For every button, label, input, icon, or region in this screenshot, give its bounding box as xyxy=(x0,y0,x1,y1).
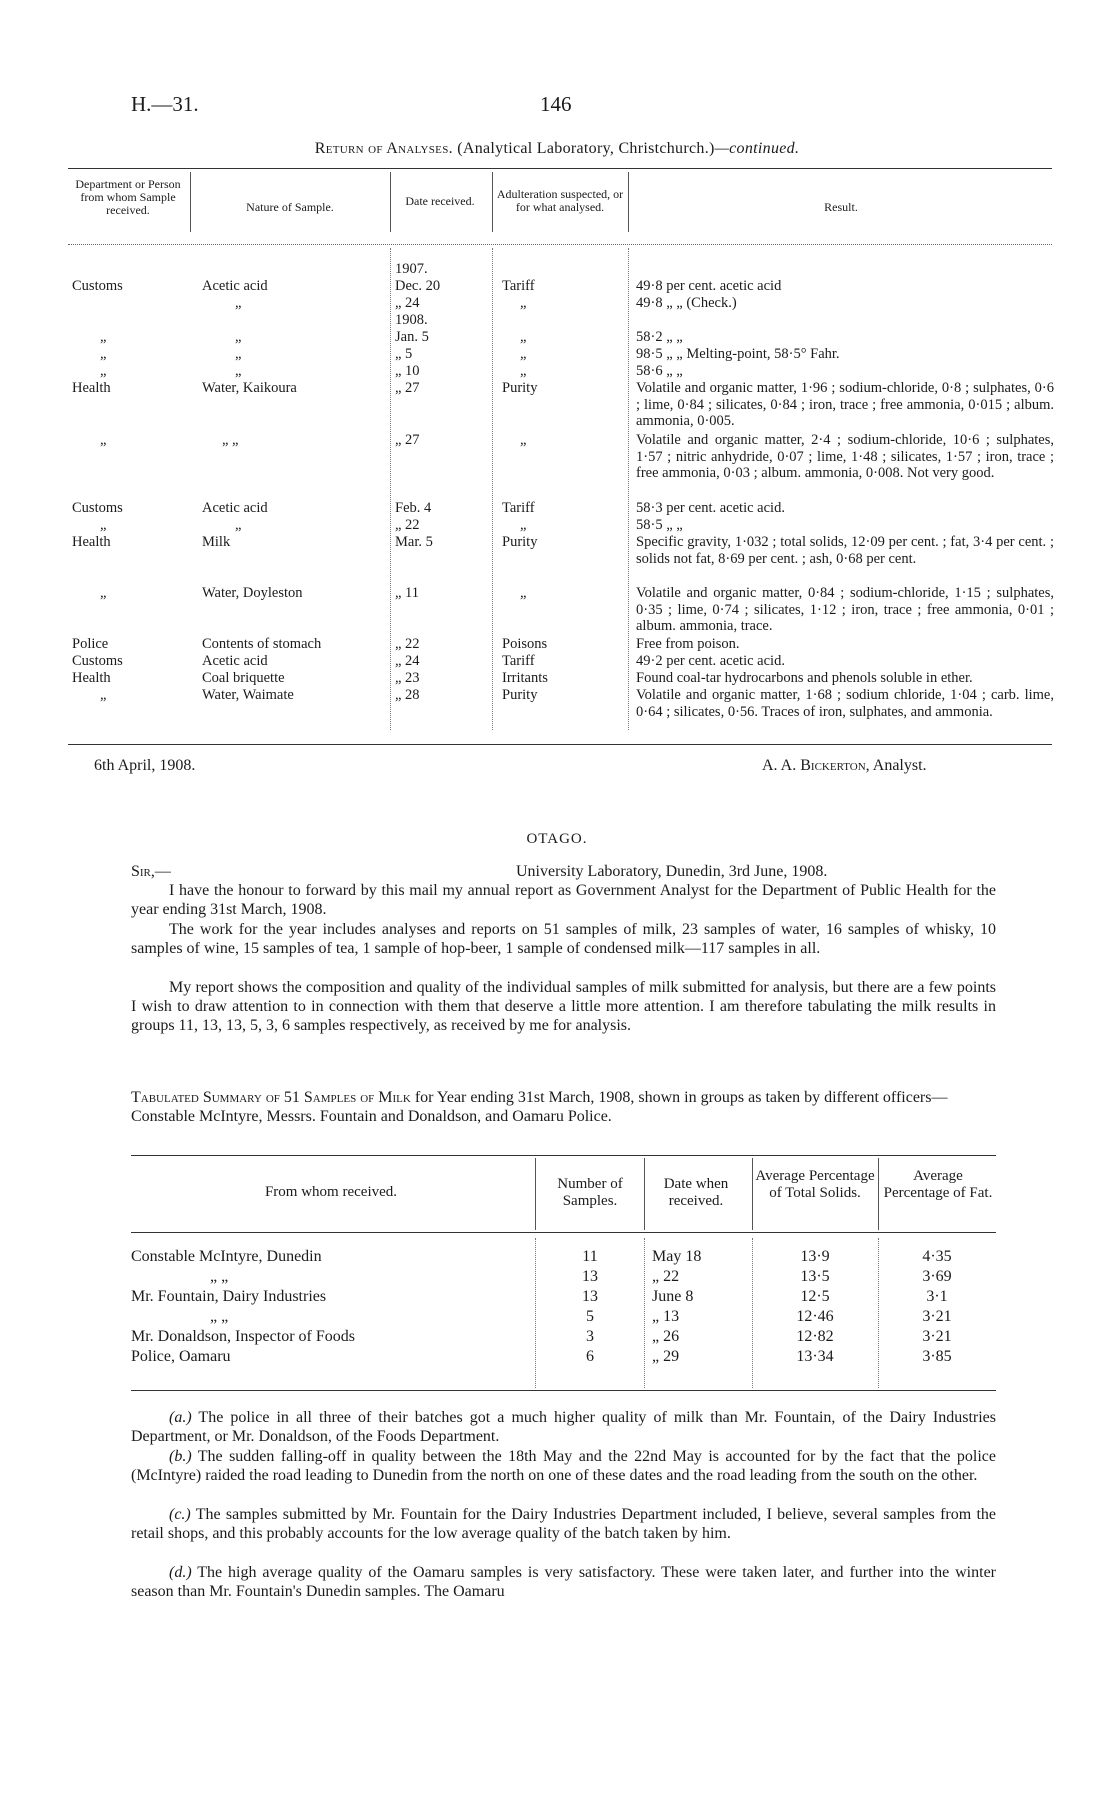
solids-cell: 12·82 xyxy=(796,1328,834,1345)
date-cell: „ 27 xyxy=(395,380,420,396)
adulteration-cell: „ xyxy=(520,363,527,379)
document-code: H.—31. xyxy=(131,92,199,116)
from-cell: Police, Oamaru xyxy=(131,1348,231,1365)
dept-cell: „ xyxy=(100,687,107,703)
from-cell: „ „ xyxy=(210,1308,229,1325)
table-row xyxy=(0,1268,1114,1288)
number-cell: 3 xyxy=(586,1328,594,1345)
nature-cell: Water, Waimate xyxy=(202,687,294,703)
nature-cell: Water, Doyleston xyxy=(202,585,303,601)
dept-cell: „ xyxy=(100,585,107,601)
adulteration-cell: Irritants xyxy=(502,670,548,686)
solids-cell: 13·34 xyxy=(796,1348,834,1365)
date-cell: May 18 xyxy=(652,1248,702,1265)
nature-cell: Acetic acid xyxy=(202,278,268,294)
result-cell: 49·2 per cent. acetic acid. xyxy=(636,653,785,669)
return-title-place: (Analytical Laboratory, Christchurch.) xyxy=(457,140,715,157)
result-cell: Volatile and organic matter, 0·84 ; sodium-chloride, 1·15 ; sulphates, 0·35 ; lime, 0·74 ; silicates, 1·12 ; iron, trace ; free ammonia, 0·01 ; album. ammonia, trace. xyxy=(636,585,1054,634)
adulteration-cell: „ xyxy=(520,295,527,311)
date-cell: „ 22 xyxy=(652,1268,680,1285)
date-cell: 1907. xyxy=(395,261,428,277)
table-bottom-rule xyxy=(68,744,1052,745)
date-cell: „ 24 xyxy=(395,653,420,669)
signature-date: 6th April, 1908. xyxy=(94,757,196,774)
fat-cell: 3·21 xyxy=(922,1328,952,1345)
nature-cell: „ xyxy=(235,329,242,345)
header-divider xyxy=(190,172,191,232)
result-cell: 58·5 „ „ xyxy=(636,517,683,533)
note-text: The samples submitted by Mr. Fountain for the Dairy Industries Department included, I believe, several samples from the retail shops, and this probably accounts for the low average quality of the batch taken by him. xyxy=(131,1506,996,1542)
header-fat: Average Percentage of Fat. xyxy=(883,1168,993,1201)
nature-cell: „ „ xyxy=(222,432,239,448)
from-cell: Mr. Donaldson, Inspector of Foods xyxy=(131,1328,355,1345)
number-cell: 13 xyxy=(582,1288,598,1305)
header-dept: Department or Person from whom Sample received. xyxy=(75,177,181,217)
note-label: (b.) xyxy=(169,1448,192,1465)
date-cell: Dec. 20 xyxy=(395,278,441,294)
date-cell: „ 27 xyxy=(395,432,420,448)
table-top-rule xyxy=(68,168,1052,169)
paragraph: The work for the year includes analyses and reports on 51 samples of milk, 23 samples of water, 16 samples of whisky, 10 samples of wine, 15 samples of tea, 1 sample of hop-beer, 1 sample of condensed milk—117 samples in all. xyxy=(131,921,996,957)
solids-cell: 12·46 xyxy=(796,1308,834,1325)
header-divider xyxy=(628,172,629,232)
table-row xyxy=(0,1288,1114,1308)
dept-cell: Customs xyxy=(72,278,123,294)
table-row xyxy=(0,1328,1114,1348)
result-cell: 58·6 „ „ xyxy=(636,363,683,379)
dept-cell: Customs xyxy=(72,653,123,669)
return-title: Return of Analyses. (Analytical Laboratory, Christchurch.)—continued. xyxy=(314,140,800,157)
page-number: 146 xyxy=(540,92,572,116)
adulteration-cell: „ xyxy=(520,585,527,601)
result-cell: 58·2 „ „ xyxy=(636,329,683,345)
date-cell: „ 10 xyxy=(395,363,420,379)
adulteration-cell: „ xyxy=(520,432,527,448)
adulteration-cell: „ xyxy=(520,329,527,345)
note-label: (d.) xyxy=(169,1564,192,1581)
result-cell: Found coal-tar hydrocarbons and phenols soluble in ether. xyxy=(636,670,973,686)
summary-divider xyxy=(644,1158,645,1230)
result-cell: 49·8 „ „ (Check.) xyxy=(636,295,737,311)
nature-cell: Coal briquette xyxy=(202,670,285,686)
solids-cell: 13·9 xyxy=(800,1248,830,1265)
letter-address: University Laboratory, Dunedin, 3rd June, 1908. xyxy=(516,863,828,880)
adulteration-cell: Tariff xyxy=(502,653,535,669)
date-cell: Feb. 4 xyxy=(395,500,432,516)
fat-cell: 3·69 xyxy=(922,1268,952,1285)
from-cell: Mr. Fountain, Dairy Industries xyxy=(131,1288,327,1305)
note-d xyxy=(131,1563,996,1601)
analyst-surname: Bickerton xyxy=(800,757,866,774)
date-cell: „ 26 xyxy=(652,1328,680,1345)
header-number: Number of Samples. xyxy=(557,1176,623,1209)
result-cell: Specific gravity, 1·032 ; total solids, 12·09 per cent. ; fat, 3·4 per cent. ; solids not fat, 8·69 per cent. ; ash, 0·68 per cent. xyxy=(636,534,1054,567)
header-divider xyxy=(390,172,391,232)
result-cell: Free from poison. xyxy=(636,636,740,652)
nature-cell: Water, Kaikoura xyxy=(202,380,297,396)
dept-cell: Police xyxy=(72,636,109,652)
table-row xyxy=(0,1248,1114,1268)
table-row xyxy=(0,1308,1114,1328)
column-divider xyxy=(390,248,391,730)
table-row xyxy=(0,1348,1114,1368)
return-title-prefix: Return of Analyses xyxy=(314,140,449,157)
solids-cell: 13·5 xyxy=(800,1268,830,1285)
header-divider xyxy=(492,172,493,232)
adulteration-cell: Purity xyxy=(502,687,538,703)
number-cell: 11 xyxy=(582,1248,598,1265)
nature-cell: Acetic acid xyxy=(202,500,268,516)
section-heading: OTAGO. xyxy=(526,831,588,847)
fat-cell: 3·21 xyxy=(922,1308,952,1325)
adulteration-cell: Poisons xyxy=(502,636,548,652)
nature-cell: „ xyxy=(235,363,242,379)
from-cell: „ „ xyxy=(210,1268,229,1285)
summary-divider xyxy=(752,1158,753,1230)
result-cell: Volatile and organic matter, 1·96 ; sodium-chloride, 0·8 ; sulphates, 0·6 ; lime, 0·84 ; silicates, 0·84 ; iron, trace ; free ammonia, 0·015 ; album. ammonia, 0·005. xyxy=(636,380,1054,429)
date-cell: „ 22 xyxy=(395,517,420,533)
result-cell: 98·5 „ „ Melting-point, 58·5° Fahr. xyxy=(636,346,840,362)
signature-block: A. A. Bickerton, Analyst. xyxy=(762,757,927,774)
date-cell: 1908. xyxy=(395,312,428,328)
dept-cell: Health xyxy=(72,534,111,550)
adulteration-cell: Purity xyxy=(502,534,538,550)
nature-cell: „ xyxy=(235,346,242,362)
fat-cell: 4·35 xyxy=(922,1248,952,1265)
note-b xyxy=(131,1447,996,1485)
note-text: The sudden falling-off in quality between the 18th May and the 22nd May is accounted for by the fact that the police (McIntyre) raided the road leading to Dunedin from the north on one of these dates and the road leading from the south on the other. xyxy=(131,1448,996,1484)
fat-cell: 3·1 xyxy=(926,1288,948,1305)
date-cell: „ 11 xyxy=(395,585,420,601)
adulteration-cell: Tariff xyxy=(502,278,535,294)
date-cell: June 8 xyxy=(652,1288,694,1305)
analyst-title: , Analyst. xyxy=(865,757,927,774)
dept-cell: „ xyxy=(100,432,107,448)
header-date: Date received. xyxy=(405,194,475,208)
dept-cell: Health xyxy=(72,670,111,686)
paragraph: I have the honour to forward by this mail my annual report as Government Analyst for the Department of Public Health for the year ending 31st March, 1908. xyxy=(131,882,996,918)
date-cell: „ 22 xyxy=(395,636,420,652)
adulteration-cell: „ xyxy=(520,346,527,362)
date-cell: „ 29 xyxy=(652,1348,680,1365)
note-text: The high average quality of the Oamaru samples is very satisfactory. These were taken later, and further into the winter season than Mr. Fountain's Dunedin samples. The Oamaru xyxy=(131,1564,996,1600)
summary-header-rule xyxy=(131,1232,996,1233)
result-cell: 49·8 per cent. acetic acid xyxy=(636,278,782,294)
adulteration-cell: „ xyxy=(520,517,527,533)
summary-title xyxy=(131,1088,996,1126)
result-cell: Volatile and organic matter, 1·68 ; sodium chloride, 1·04 ; carb. lime, 0·64 ; silicates, 0·56. Traces of iron, sulphates, and ammonia. xyxy=(636,687,1054,720)
summary-top-rule xyxy=(131,1155,996,1156)
dept-cell: Customs xyxy=(72,500,123,516)
return-title-suffix: —continued. xyxy=(714,140,800,157)
fat-cell: 3·85 xyxy=(922,1348,952,1365)
dept-cell: „ xyxy=(100,363,107,379)
nature-cell: „ xyxy=(235,295,242,311)
result-cell: 58·3 per cent. acetic acid. xyxy=(636,500,785,516)
number-cell: 13 xyxy=(582,1268,598,1285)
column-divider xyxy=(492,248,493,730)
date-cell: Mar. 5 xyxy=(395,534,433,550)
note-label: (c.) xyxy=(169,1506,191,1523)
solids-cell: 12·5 xyxy=(800,1288,830,1305)
nature-cell: Contents of stomach xyxy=(202,636,322,652)
date-cell: „ 28 xyxy=(395,687,420,703)
header-solids: Average Percentage of Total Solids. xyxy=(755,1168,875,1201)
header-nature: Nature of Sample. xyxy=(246,200,334,214)
nature-cell: „ xyxy=(235,517,242,533)
date-cell: Jan. 5 xyxy=(395,329,429,345)
dept-cell: Health xyxy=(72,380,111,396)
note-a xyxy=(131,1408,996,1446)
summary-divider xyxy=(878,1158,879,1230)
summary-title-prefix: Tabulated Summary of 51 Samples of Milk xyxy=(131,1089,411,1106)
dept-cell: „ xyxy=(100,517,107,533)
summary-bottom-rule xyxy=(131,1390,996,1391)
note-label: (a.) xyxy=(169,1409,192,1426)
date-cell: „ 5 xyxy=(395,346,413,362)
date-cell: „ 13 xyxy=(652,1308,680,1325)
date-cell: „ 24 xyxy=(395,295,420,311)
salutation: Sir,— xyxy=(131,863,171,880)
result-cell: Volatile and organic matter, 2·4 ; sodium-chloride, 10·6 ; sulphates, 1·57 ; nitric anhydride, 0·07 ; lime, 1·48 ; silicates, 1·57 ; iron, trace ; free ammonia, 0·03 ; album. ammonia, 0·008. Not very good. xyxy=(636,432,1054,481)
nature-cell: Acetic acid xyxy=(202,653,268,669)
adulteration-cell: Tariff xyxy=(502,500,535,516)
date-cell: „ 23 xyxy=(395,670,420,686)
from-cell: Constable McIntyre, Dunedin xyxy=(131,1248,322,1265)
note-c xyxy=(131,1505,996,1543)
header-result: Result. xyxy=(824,200,858,214)
number-cell: 5 xyxy=(586,1308,594,1325)
paragraph: My report shows the composition and quality of the individual samples of milk submitted for analysis, but there are a few points I wish to draw attention to in connection with them that deserve a little more attention. I am therefore tabulating the milk results in groups 11, 13, 13, 5, 3, 6 samples respectively, as received by me for analysis. xyxy=(131,979,996,1034)
number-cell: 6 xyxy=(586,1348,594,1365)
header-bottom-rule xyxy=(68,244,1052,245)
header-adulteration: Adulteration suspected, or for what analysed. xyxy=(496,187,624,214)
column-divider xyxy=(628,248,629,730)
nature-cell: Milk xyxy=(202,534,231,550)
header-from: From whom received. xyxy=(264,1184,398,1200)
header-date: Date when received. xyxy=(663,1176,729,1209)
dept-cell: „ xyxy=(100,329,107,345)
note-text: The police in all three of their batches got a much higher quality of milk than Mr. Fountain, of the Dairy Industries Department, or Mr. Donaldson, of the Foods Department. xyxy=(131,1409,996,1445)
summary-divider xyxy=(535,1158,536,1230)
summary-title-rest: for Year ending 31st March, 1908, shown in groups as taken by different officers—Constable McIntyre, Messrs. Fountain and Donaldson, and Oamaru Police. xyxy=(131,1089,948,1125)
adulteration-cell: Purity xyxy=(502,380,538,396)
dept-cell: „ xyxy=(100,346,107,362)
